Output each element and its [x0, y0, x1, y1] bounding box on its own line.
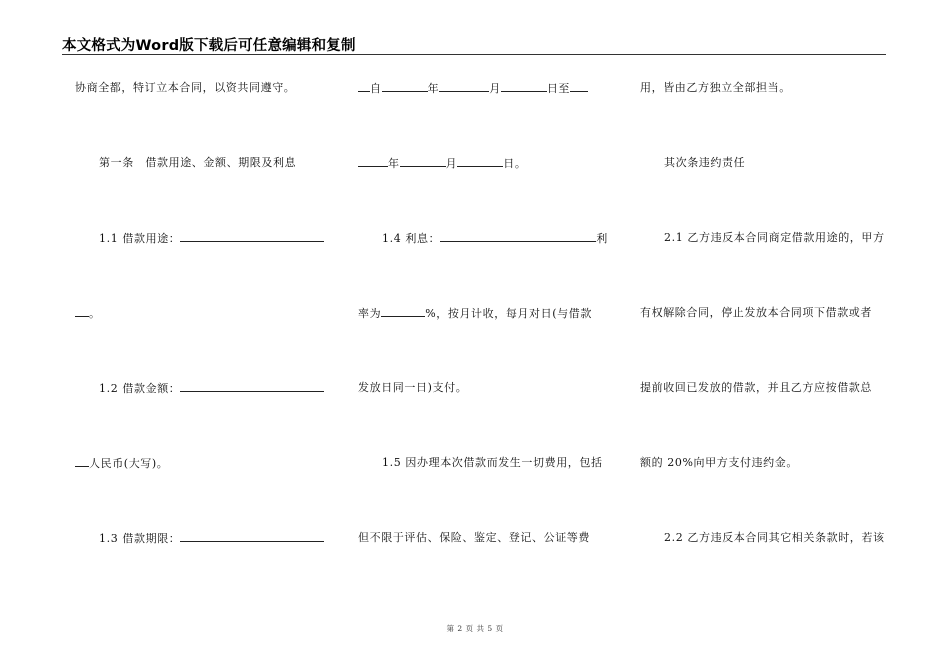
- line-text: 有权解除合同，停止发放本合同项下借款或者: [640, 306, 872, 319]
- fill-in-blank: [382, 81, 428, 92]
- fill-in-blank: [400, 156, 446, 167]
- text-line: [358, 231, 608, 246]
- line-text: 第一条 借款用途、金额、期限及利息: [99, 156, 297, 169]
- text-line: [358, 156, 526, 171]
- line-text: 日。: [503, 157, 527, 170]
- text-line: [640, 531, 885, 545]
- line-text: 日至: [546, 82, 571, 95]
- header-title: 本文格式为Word版下载后可任意编辑和复制: [62, 38, 356, 54]
- line-text: 1.5 因办理本次借款而发生一切费用，包括: [382, 456, 603, 469]
- fill-in-blank: [180, 381, 324, 392]
- line-text: 2.2 乙方违反本合同其它相关条款时，若该: [664, 531, 885, 544]
- text-line: [358, 531, 590, 545]
- line-text: 但不限于评估、保险、鉴定、登记、公证等费: [358, 531, 590, 544]
- fill-in-blank: [75, 456, 89, 467]
- line-text: 月: [489, 82, 501, 95]
- line-text: 1.4 利息：: [382, 232, 441, 245]
- line-text: 其次条违约责任: [664, 156, 746, 169]
- line-text: 年: [388, 157, 400, 170]
- text-line: [640, 381, 872, 395]
- text-line: [75, 306, 101, 321]
- text-line: [358, 306, 592, 321]
- line-text: 发放日同一日)支付。: [358, 381, 468, 394]
- line-text: 。: [89, 307, 101, 320]
- line-text: 1.2 借款金额：: [99, 382, 181, 395]
- fill-in-blank: [440, 231, 596, 242]
- text-line: [75, 231, 324, 246]
- text-line: [75, 531, 324, 546]
- text-line: [640, 306, 872, 320]
- text-line: [358, 456, 603, 470]
- fill-in-blank: [180, 231, 324, 242]
- text-line: [640, 81, 791, 95]
- text-line: [640, 156, 745, 170]
- line-text: 提前收回已发放的借款，并且乙方应按借款总: [640, 381, 872, 394]
- text-line: [75, 456, 168, 471]
- text-line: [75, 156, 296, 170]
- text-line: [358, 81, 588, 96]
- line-text: 利: [596, 232, 608, 245]
- line-text: 1.1 借款用途：: [99, 232, 181, 245]
- text-line: [75, 381, 324, 396]
- line-text: 人民币(大写)。: [89, 457, 169, 470]
- text-line: [75, 81, 295, 95]
- fill-in-blank: [358, 81, 370, 92]
- line-text: 自: [370, 82, 382, 95]
- text-line: [358, 381, 467, 395]
- text-line: [640, 456, 798, 470]
- line-text: 率为: [358, 307, 382, 320]
- fill-in-blank: [457, 156, 503, 167]
- line-text: 协商全都，特订立本合同，以资共同遵守。: [75, 81, 296, 94]
- page-number: 第 2 页 共 5 页: [446, 624, 504, 633]
- fill-in-blank: [75, 306, 89, 317]
- fill-in-blank: [439, 81, 489, 92]
- fill-in-blank: [570, 81, 588, 92]
- line-text: 用，皆由乙方独立全部担当。: [640, 81, 791, 94]
- fill-in-blank: [358, 156, 388, 167]
- fill-in-blank: [501, 81, 547, 92]
- line-text: 月: [445, 157, 458, 170]
- text-line: [640, 231, 885, 245]
- line-text: %，按月计收，每月对日(与借款: [425, 307, 592, 320]
- fill-in-blank: [381, 306, 425, 317]
- header-rule: [62, 54, 886, 55]
- fill-in-blank: [180, 531, 324, 542]
- line-text: 年: [427, 82, 440, 95]
- line-text: 额的 20%向甲方支付违约金。: [640, 456, 798, 469]
- line-text: 1.3 借款期限：: [99, 532, 181, 545]
- line-text: 2.1 乙方违反本合同商定借款用途的，甲方: [664, 231, 885, 244]
